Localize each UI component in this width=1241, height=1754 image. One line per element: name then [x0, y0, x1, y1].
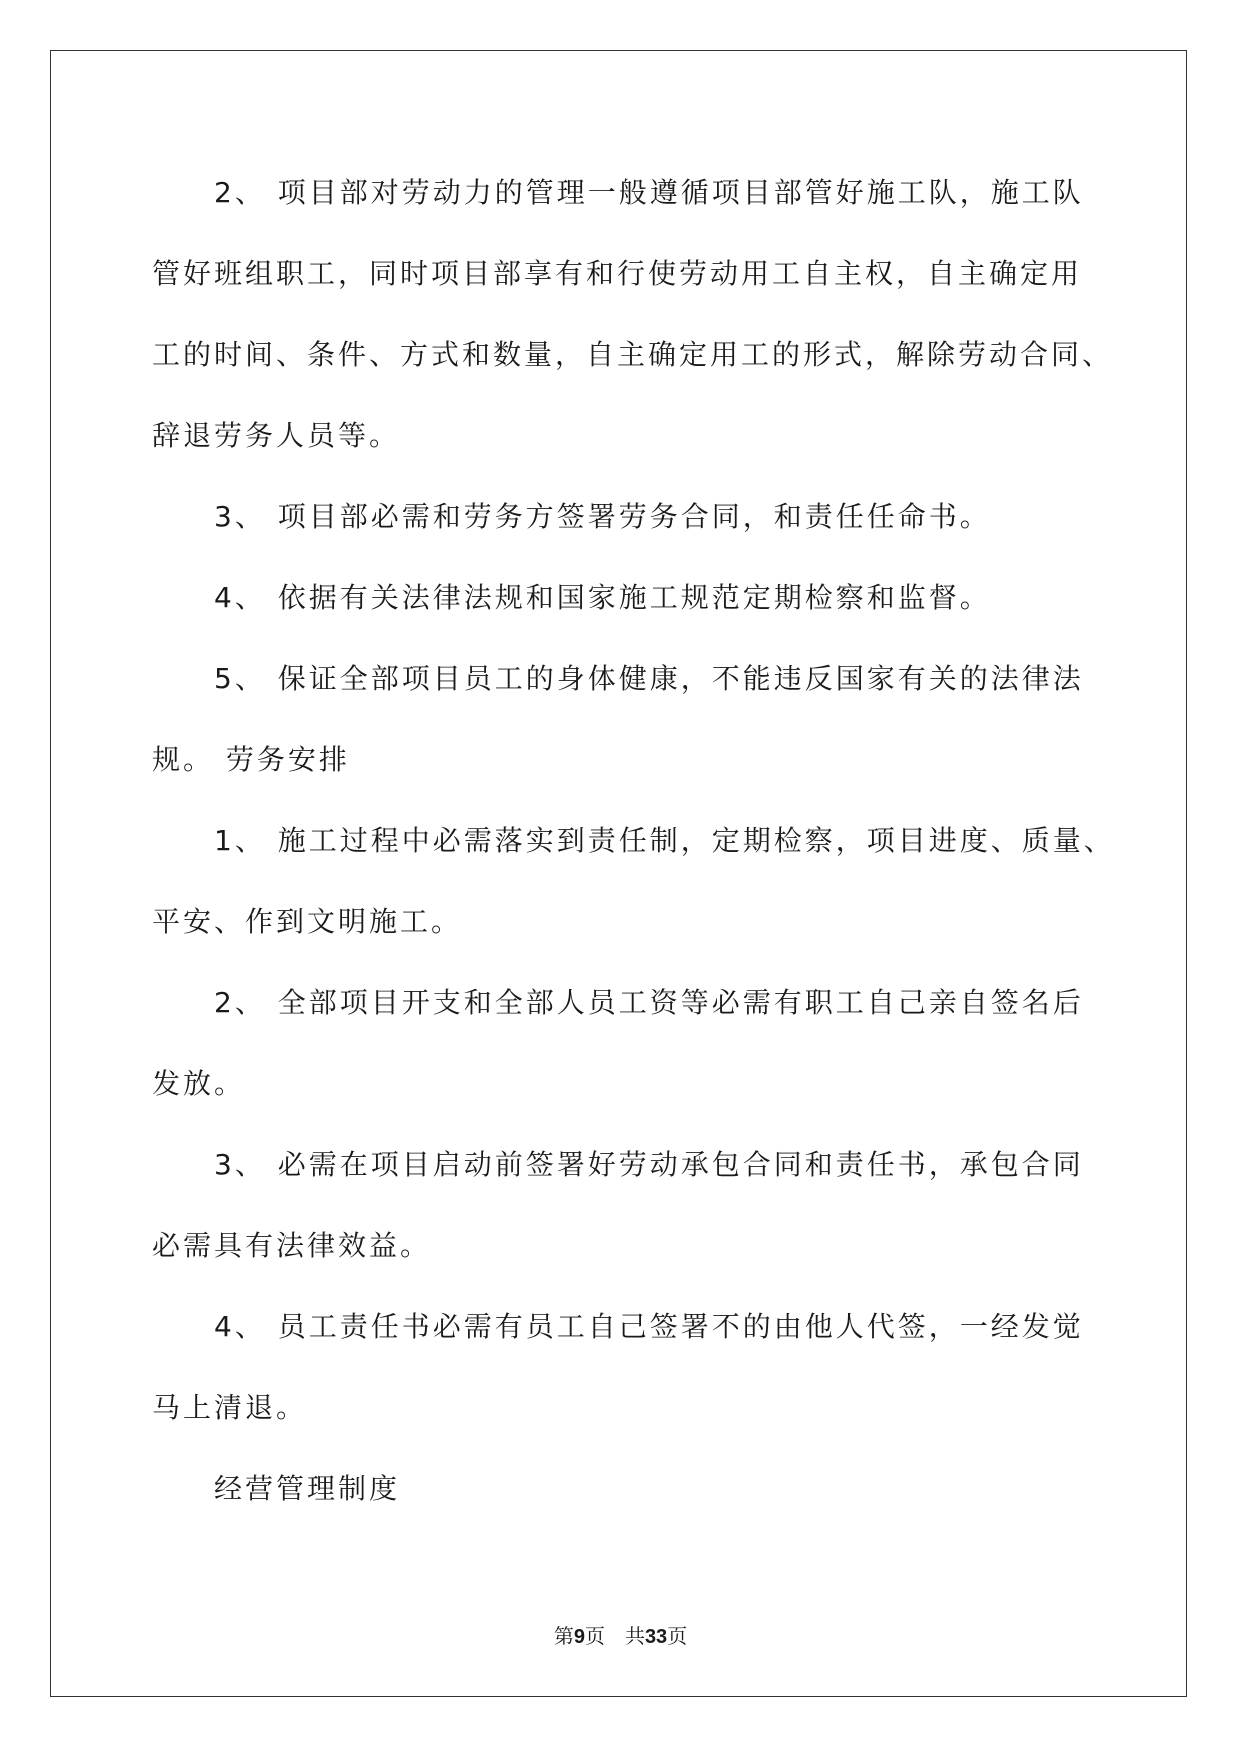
page-prefix: 第 — [553, 1624, 574, 1648]
text-line: 管好班组职工，同时项目部享有和行使劳动用工自主权，自主确定用 — [152, 257, 1083, 290]
section-heading: 经营管理制度 — [214, 1472, 401, 1505]
page-border — [50, 50, 1187, 1697]
total-unit: 页 — [667, 1624, 688, 1648]
text-line: 马上清退。 — [152, 1391, 308, 1424]
text-line: 1、 施工过程中必需落实到责任制，定期检察，项目进度、质量、 — [214, 824, 1115, 857]
text-line: 4、 员工责任书必需有员工自己签署不的由他人代签，一经发觉 — [214, 1310, 1084, 1343]
page-footer — [0, 1623, 1241, 1650]
text-line: 3、 必需在项目启动前签署好劳动承包合同和责任书，承包合同 — [214, 1148, 1084, 1181]
text-line: 辞退劳务人员等。 — [152, 419, 401, 452]
text-line: 规。 劳务安排 — [152, 743, 350, 776]
text-line: 2、 项目部对劳动力的管理一般遵循项目部管好施工队，施工队 — [214, 176, 1084, 209]
text-line: 4、 依据有关法律法规和国家施工规范定期检察和监督。 — [214, 581, 991, 614]
text-line: 工的时间、条件、方式和数量，自主确定用工的形式，解除劳动合同、 — [152, 338, 1114, 371]
total-prefix: 共 — [624, 1624, 645, 1648]
text-line: 3、 项目部必需和劳务方签署劳务合同，和责任任命书。 — [214, 500, 991, 533]
text-line: 必需具有法律效益。 — [152, 1229, 432, 1262]
text-line: 5、 保证全部项目员工的身体健康，不能违反国家有关的法律法 — [214, 662, 1084, 695]
text-line: 平安、作到文明施工。 — [152, 905, 463, 938]
page-unit: 页 — [584, 1624, 605, 1648]
text-line: 2、 全部项目开支和全部人员工资等必需有职工自己亲自签名后 — [214, 986, 1084, 1019]
page-total: 33 — [644, 1626, 668, 1648]
page-current: 9 — [573, 1626, 585, 1648]
text-line: 发放。 — [152, 1067, 246, 1100]
